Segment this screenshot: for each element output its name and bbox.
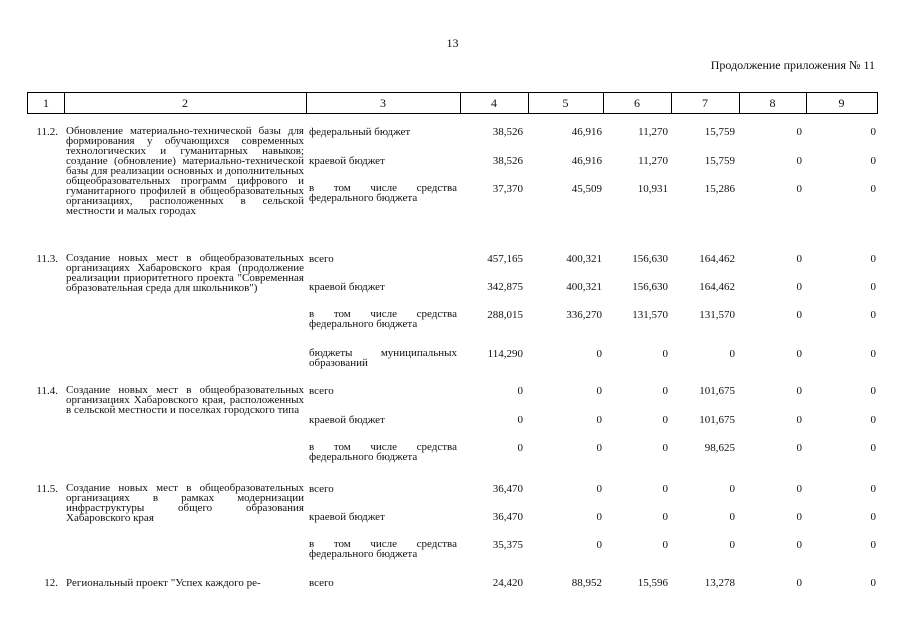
header-col-9: 9: [806, 92, 878, 114]
header-col-1: 1: [27, 92, 65, 114]
funding-source: краевой бюджет: [309, 511, 385, 523]
header-col-7: 7: [671, 92, 740, 114]
value-cell: 0: [870, 414, 876, 426]
value-cell: 36,470: [492, 511, 523, 523]
value-cell: 0: [796, 511, 802, 523]
row-description: Создание новых мест в общеобразовательных организациях Хабаровского края, расположенных в сельской местности и поселках городского типа: [66, 384, 304, 416]
value-cell: 0: [662, 385, 668, 397]
value-cell: 0: [870, 577, 876, 589]
value-cell: 15,759: [704, 126, 735, 138]
value-cell: 457,165: [487, 253, 523, 265]
funding-source: краевой бюджет: [309, 414, 385, 426]
row-number: 11.4.: [36, 385, 58, 397]
row-number: 12.: [44, 577, 58, 589]
value-cell: 0: [596, 414, 602, 426]
value-cell: 0: [729, 483, 735, 495]
value-cell: 0: [870, 483, 876, 495]
page-number: 13: [446, 36, 459, 50]
value-cell: 0: [870, 253, 876, 265]
value-cell: 0: [870, 442, 876, 454]
funding-source: всего: [309, 483, 334, 495]
value-cell: 13,278: [704, 577, 735, 589]
value-cell: 0: [870, 281, 876, 293]
value-cell: 0: [662, 414, 668, 426]
value-cell: 0: [870, 348, 876, 360]
value-cell: 101,675: [699, 414, 735, 426]
value-cell: 0: [662, 483, 668, 495]
row-description: Создание новых мест в общеобразовательных организациях в рамках модернизации инфраструктуры общего образования Хабаровского края: [66, 482, 304, 524]
header-col-2: 2: [64, 92, 307, 114]
value-cell: 0: [729, 511, 735, 523]
value-cell: 164,462: [699, 281, 735, 293]
value-cell: 24,420: [492, 577, 523, 589]
value-cell: 88,952: [571, 577, 602, 589]
funding-source: в том числе средства федерального бюджета: [309, 538, 457, 560]
funding-source: бюджеты муниципальных образований: [309, 347, 457, 369]
value-cell: 131,570: [632, 309, 668, 321]
value-cell: 0: [596, 385, 602, 397]
value-cell: 0: [796, 483, 802, 495]
header-col-8: 8: [739, 92, 807, 114]
row-description: Создание новых мест в общеобразовательных организациях Хабаровского края (продолжение реализации приоритетного проекта "Современная образовательная среда для школьников"): [66, 252, 304, 294]
value-cell: 0: [796, 385, 802, 397]
row-number: 11.3.: [36, 253, 58, 265]
value-cell: 0: [870, 126, 876, 138]
value-cell: 336,270: [566, 309, 602, 321]
value-cell: 0: [729, 348, 735, 360]
value-cell: 0: [517, 385, 523, 397]
value-cell: 0: [870, 183, 876, 195]
value-cell: 114,290: [487, 348, 523, 360]
value-cell: 0: [596, 511, 602, 523]
value-cell: 0: [870, 155, 876, 167]
value-cell: 0: [729, 539, 735, 551]
value-cell: 0: [662, 442, 668, 454]
value-cell: 0: [517, 442, 523, 454]
value-cell: 0: [796, 577, 802, 589]
value-cell: 98,625: [704, 442, 735, 454]
value-cell: 400,321: [566, 281, 602, 293]
value-cell: 0: [870, 309, 876, 321]
header-col-6: 6: [603, 92, 672, 114]
value-cell: 342,875: [487, 281, 523, 293]
funding-source: федеральный бюджет: [309, 126, 411, 138]
value-cell: 164,462: [699, 253, 735, 265]
value-cell: 46,916: [571, 126, 602, 138]
value-cell: 0: [662, 539, 668, 551]
value-cell: 0: [662, 511, 668, 523]
value-cell: 0: [796, 253, 802, 265]
value-cell: 400,321: [566, 253, 602, 265]
row-description: Обновление материально-технической базы для формирования у обучающихся современных технологических и гуманитарных навыков; создание (обновление) материально-технической базы для реализации основных и дополнительных общеобразовательных программ цифрового и гуманитарного профилей в общеобразовательных организациях, расположенных в сельской местности и малых городах: [66, 125, 304, 217]
funding-source: в том числе средства федерального бюджета: [309, 441, 457, 463]
value-cell: 0: [870, 385, 876, 397]
value-cell: 0: [796, 442, 802, 454]
value-cell: 38,526: [492, 155, 523, 167]
value-cell: 0: [796, 183, 802, 195]
value-cell: 0: [870, 539, 876, 551]
value-cell: 0: [870, 511, 876, 523]
value-cell: 0: [796, 309, 802, 321]
value-cell: 0: [796, 126, 802, 138]
value-cell: 156,630: [632, 281, 668, 293]
value-cell: 15,759: [704, 155, 735, 167]
value-cell: 46,916: [571, 155, 602, 167]
value-cell: 0: [796, 414, 802, 426]
value-cell: 45,509: [571, 183, 602, 195]
funding-source: всего: [309, 385, 334, 397]
header-col-3: 3: [306, 92, 461, 114]
value-cell: 0: [596, 442, 602, 454]
value-cell: 0: [796, 281, 802, 293]
header-col-4: 4: [460, 92, 529, 114]
value-cell: 101,675: [699, 385, 735, 397]
row-number: 11.5.: [36, 483, 58, 495]
value-cell: 15,286: [704, 183, 735, 195]
value-cell: 0: [796, 348, 802, 360]
funding-source: всего: [309, 253, 334, 265]
funding-source: краевой бюджет: [309, 281, 385, 293]
funding-source: всего: [309, 577, 334, 589]
value-cell: 0: [596, 539, 602, 551]
value-cell: 0: [796, 539, 802, 551]
value-cell: 156,630: [632, 253, 668, 265]
value-cell: 288,015: [487, 309, 523, 321]
funding-source: в том числе средства федерального бюджета: [309, 308, 457, 330]
value-cell: 0: [662, 348, 668, 360]
value-cell: 0: [517, 414, 523, 426]
funding-source: в том числе средства федерального бюджета: [309, 182, 457, 204]
value-cell: 10,931: [637, 183, 668, 195]
header-col-5: 5: [528, 92, 604, 114]
funding-source: краевой бюджет: [309, 155, 385, 167]
row-number: 11.2.: [36, 126, 58, 138]
value-cell: 131,570: [699, 309, 735, 321]
value-cell: 35,375: [492, 539, 523, 551]
continuation-label: Продолжение приложения № 11: [710, 58, 875, 72]
value-cell: 0: [796, 155, 802, 167]
value-cell: 0: [596, 348, 602, 360]
value-cell: 11,270: [638, 155, 668, 167]
value-cell: 0: [596, 483, 602, 495]
value-cell: 36,470: [492, 483, 523, 495]
value-cell: 11,270: [638, 126, 668, 138]
value-cell: 37,370: [492, 183, 523, 195]
row-description: Региональный проект "Успех каждого ре-: [66, 577, 261, 589]
value-cell: 38,526: [492, 126, 523, 138]
value-cell: 15,596: [637, 577, 668, 589]
